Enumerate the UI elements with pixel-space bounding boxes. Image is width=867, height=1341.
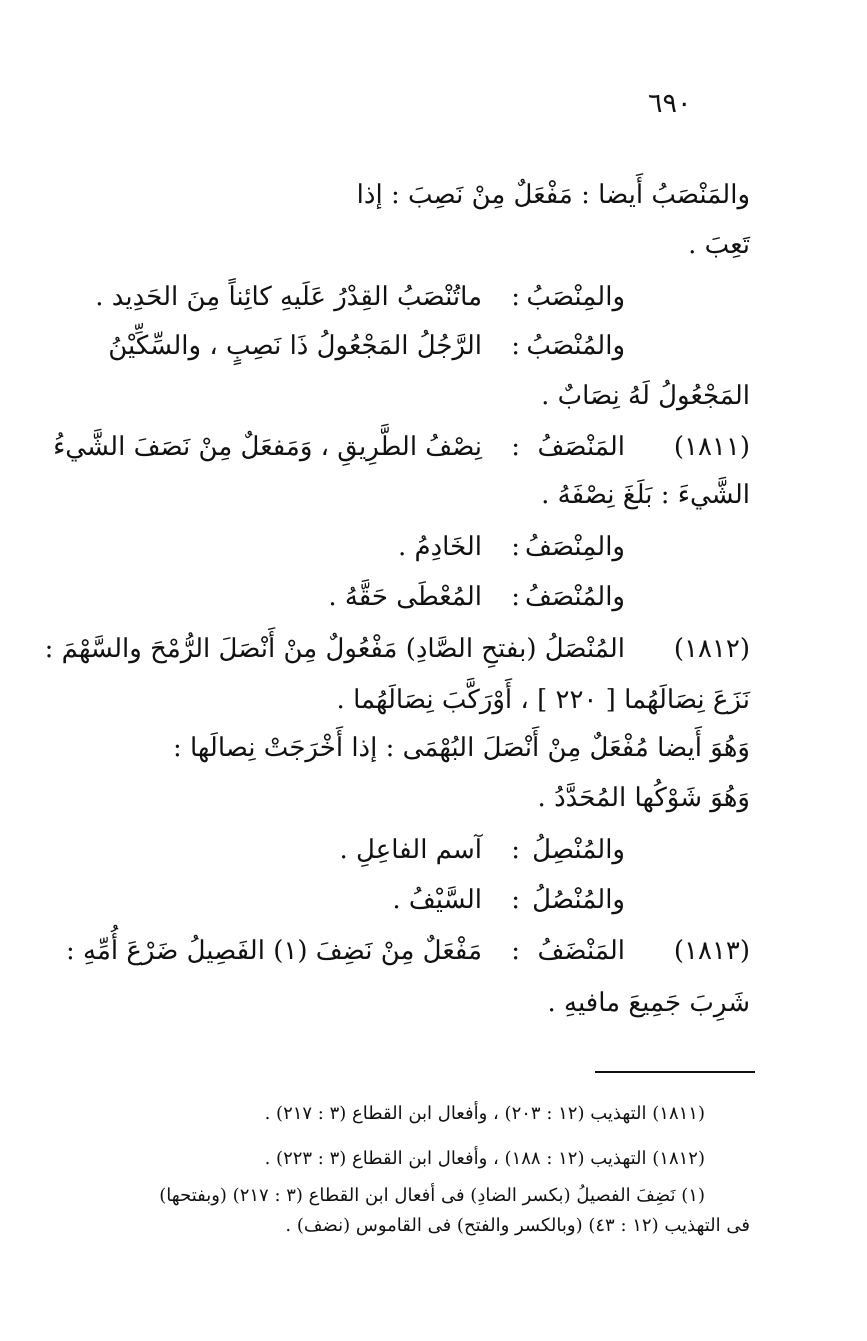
footnote-line: (١) نَضِفَ الفصيلُ (بكسر الضادِ) فى أفعال ابن القطاع (٣ : ٢١٧) (وبفتحها) (159, 1185, 705, 1206)
entry-separator: : (511, 282, 520, 312)
entry-separator: : (511, 582, 520, 612)
text-line: والمَنْصَبُ أَيضا : مَفْعَلٌ مِنْ نَصِبَ : إذا (356, 180, 750, 210)
footnote-line: فى التهذيب (١٢ : ٤٣) (وبالكسر والفتح) فى القاموس (نضف) . (285, 1215, 750, 1236)
entry-headword: والمُنْصَفُ (524, 582, 625, 612)
entry-headword: المَنْضَفُ (537, 936, 625, 966)
entry-definition: الرَّجُلُ المَجْعُولُ ذَا نَصِبٍ ، والسِّكِّيْنُ (108, 331, 482, 361)
entry-headword: والمُنْصِلُ (532, 835, 625, 865)
footnote-divider (595, 1071, 755, 1073)
entry-definition: الخَادِمُ . (397, 532, 482, 562)
entry-number: (١٨١٣) (673, 936, 750, 966)
entry-number: (١٨١٢) (673, 634, 750, 664)
entry-headword: المَنْصَفُ (537, 432, 625, 462)
entry-headword: والمِنْصَبُ (526, 282, 625, 312)
dictionary-entry (60, 326, 750, 366)
entry-separator: : (511, 532, 520, 562)
page-number: ٦٩٠ (648, 88, 692, 119)
entry-separator: : (511, 331, 520, 361)
entry-continuation: نَزَعَ نِصَالَهُما [ ٢٢٠ ] ، أَوْرَكَّبَ نِصَالَهُما . (336, 685, 750, 715)
dictionary-entry (60, 277, 750, 317)
entry-headword: والمُنْصُلُ (532, 885, 625, 915)
entry-separator: : (511, 432, 520, 462)
footnote-line: (١٨١٢) التهذيب (١٢ : ١٨٨) ، وأفعال ابن القطاع (٣ : ٢٢٣) . (264, 1148, 705, 1169)
dictionary-entry (60, 880, 750, 920)
footnote-line: (١٨١١) التهذيب (١٢ : ٢٠٣) ، وأفعال ابن القطاع (٣ : ٢١٧) . (264, 1103, 705, 1124)
entry-continuation: وَهُوَ أَيضا مُفْعَلٌ مِنْ أَنْصَلَ البُهْمَى : إذا أَخْرَجَتْ نِصالَها : (172, 733, 750, 763)
dictionary-entry (60, 577, 750, 617)
dictionary-entry (53, 427, 750, 467)
entry-text: المُنْصَلُ (بفتحِ الصَّادِ) مَفْعُولٌ مِنْ أَنْصَلَ الرُّمْحَ والسَّهْمَ : (44, 634, 625, 664)
entry-definition: ماتُنْصَبُ القِدْرُ عَلَيهِ كائِناً مِنَ الحَدِيد . (95, 282, 482, 312)
dictionary-entry (60, 527, 750, 567)
entry-continuation: المَجْعُولُ لَهُ نِصَابٌ . (541, 381, 750, 411)
entry-continuation: شَرِبَ جَمِيعَ مافيهِ . (547, 988, 750, 1018)
entry-definition: السَّيْفُ . (392, 885, 482, 915)
entry-separator: : (511, 936, 520, 966)
entry-headword: والمُنْصَبُ (526, 331, 625, 361)
entry-number: (١٨١١) (673, 432, 750, 462)
text-line: تَعِبَ . (688, 230, 750, 260)
entry-continuation: وَهُوَ شَوْكُها المُحَدَّدُ . (537, 783, 750, 813)
dictionary-entry (44, 629, 750, 669)
entry-headword: والمِنْصَفُ (524, 532, 625, 562)
entry-separator: : (511, 835, 520, 865)
entry-definition: آسم الفاعِلِ . (339, 835, 482, 865)
dictionary-entry (60, 830, 750, 870)
entry-definition: مَفْعَلٌ مِنْ نَضِفَ (١) الفَصِيلُ ضَرْعَ أُمِّهِ : (65, 936, 482, 966)
entry-definition: المُعْطَى حَقَّهُ . (328, 582, 482, 612)
entry-definition: نِصْفُ الطَّرِيقِ ، وَمَفعَلٌ مِنْ نَصَفَ الشَّيءُ (53, 432, 482, 462)
entry-separator: : (511, 885, 520, 915)
entry-continuation: الشَّيءَ : بَلَغَ نِصْفَهُ . (541, 480, 750, 510)
dictionary-entry (60, 931, 750, 971)
